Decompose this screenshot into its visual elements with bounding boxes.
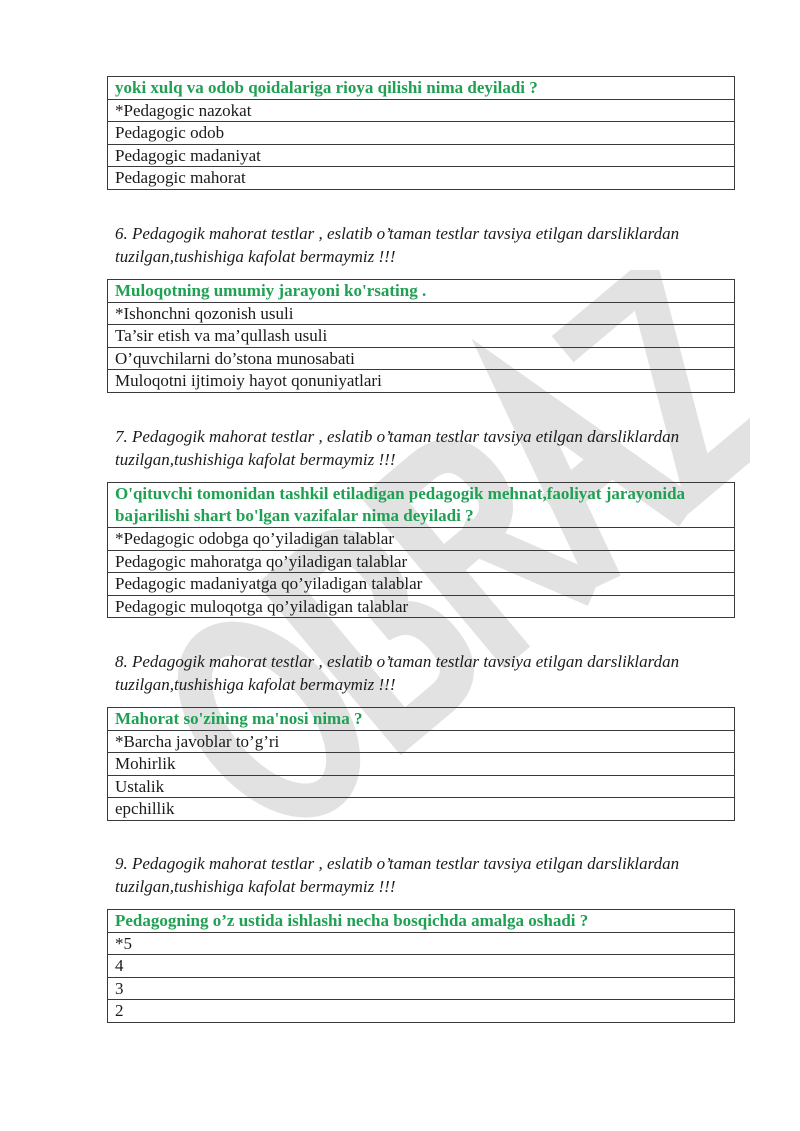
question-number: 6. <box>115 224 128 243</box>
answer-option: epchillik <box>108 798 735 821</box>
answer-option: Muloqotni ijtimoiy hayot qonuniyatlari <box>108 370 735 393</box>
answer-option: Pedagogic madaniyatga qo’yiladigan talablar <box>108 573 735 596</box>
question-table <box>107 279 735 393</box>
question-number: 9. <box>115 854 128 873</box>
answer-option: Pedagogic odob <box>108 122 735 145</box>
answer-option: Pedagogic mahorat <box>108 167 735 190</box>
question-intro <box>115 222 755 268</box>
answer-option: O’quvchilarni do’stona munosabati <box>108 347 735 370</box>
answer-option: *Barcha javoblar to’g’ri <box>108 730 735 753</box>
question-table <box>107 482 735 618</box>
answer-option: Pedagogic muloqotga qo’yiladigan talablar <box>108 595 735 618</box>
answer-option: *Pedagogic nazokat <box>108 99 735 122</box>
answer-option: 4 <box>108 955 735 978</box>
intro-text: Pedagogik mahorat testlar , eslatib o’taman testlar tavsiya etilgan darsliklardan tuzilgan,tushishiga kafolat bermaymiz !!! <box>115 224 680 266</box>
question-block <box>107 279 735 393</box>
question-text: yoki xulq va odob qoidalariga rioya qilishi nima deyiladi ? <box>108 77 735 100</box>
question-number: 7. <box>115 427 128 446</box>
question-intro <box>115 650 755 696</box>
answer-option: Ta’sir etish va ma’qullash usuli <box>108 325 735 348</box>
question-table <box>107 909 735 1023</box>
intro-text: Pedagogik mahorat testlar , eslatib o’taman testlar tavsiya etilgan darsliklardan tuzilgan,tushishiga kafolat bermaymiz !!! <box>115 427 680 469</box>
question-block <box>107 707 735 821</box>
answer-option: Mohirlik <box>108 753 735 776</box>
question-number: 8. <box>115 652 128 671</box>
question-table <box>107 76 735 190</box>
question-block <box>107 482 735 618</box>
answer-option: Pedagogic madaniyat <box>108 144 735 167</box>
question-text: Pedagogning o’z ustida ishlashi necha bosqichda amalga oshadi ? <box>108 910 735 933</box>
answer-option: 2 <box>108 1000 735 1023</box>
question-block <box>107 909 735 1023</box>
intro-text: Pedagogik mahorat testlar , eslatib o’taman testlar tavsiya etilgan darsliklardan tuzilgan,tushishiga kafolat bermaymiz !!! <box>115 854 680 896</box>
answer-option: *Ishonchni qozonish usuli <box>108 302 735 325</box>
answer-option: 3 <box>108 977 735 1000</box>
question-table <box>107 707 735 821</box>
question-block <box>107 76 735 190</box>
question-text: O'qituvchi tomonidan tashkil etiladigan pedagogik mehnat,faoliyat jarayonida bajarilishi shart bo'lgan vazifalar nima deyiladi ? <box>108 483 735 528</box>
intro-text: Pedagogik mahorat testlar , eslatib o’taman testlar tavsiya etilgan darsliklardan tuzilgan,tushishiga kafolat bermaymiz !!! <box>115 652 680 694</box>
answer-option: *Pedagogic odobga qo’yiladigan talablar <box>108 528 735 551</box>
answer-option: Pedagogic mahoratga qo’yiladigan talablar <box>108 550 735 573</box>
answer-option: Ustalik <box>108 775 735 798</box>
question-text: Mahorat so'zining ma'nosi nima ? <box>108 708 735 731</box>
answer-option: *5 <box>108 932 735 955</box>
question-intro <box>115 852 755 898</box>
question-intro <box>115 425 755 471</box>
question-text: Muloqotning umumiy jarayoni ko'rsating . <box>108 280 735 303</box>
